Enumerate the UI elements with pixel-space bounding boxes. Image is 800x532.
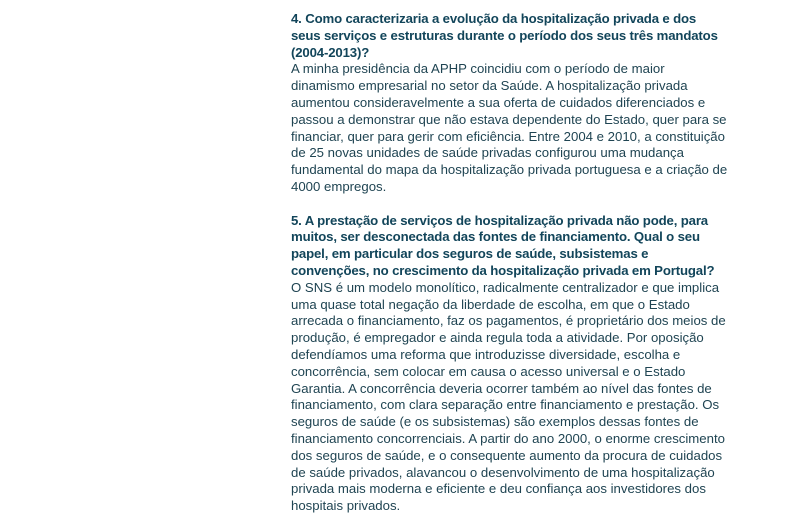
interview-article — [291, 11, 729, 532]
qa-block-4 — [291, 11, 729, 196]
answer-4: A minha presidência da APHP coincidiu com o período de maior dinamismo empresarial no setor da Saúde. A hospitalização privada aumentou consideravelmente a sua oferta de cuidados diferenciados e passou a demonstrar que não estava dependente do Estado, quer para se financiar, quer para gerir com eficiência. Entre 2004 e 2010, a constituição de 25 novas unidades de saúde privadas configurou uma mudança fundamental do mapa da hospitalização privada portuguesa e a criação de 4000 empregos. — [291, 61, 728, 194]
question-5: 5. A prestação de serviços de hospitalização privada não pode, para muitos, ser desconectada das fontes de financiamento. Qual o seu papel, em particular dos seguros de saúde, subsistemas e convenções, no crescimento da hospitalização privada em Portugal? — [291, 212, 715, 278]
qa-block-5 — [291, 213, 729, 515]
answer-5: O SNS é um modelo monolítico, radicalmente centralizador e que implica uma quase total negação da liberdade de escolha, em que o Estado arrecada o financiamento, faz os pagamentos, é proprietário dos meios de produção, é empregador e ainda regula toda a atividade. Por oposição defendíamos uma reforma que introduzisse diversidade, escolha e concorrência, sem colocar em causa o acesso universal e o Estado Garantia. A concorrência deveria ocorrer também ao nível das fontes de financiamento, com clara separação entre financiamento e prestação. Os seguros de saúde (e os subsistemas) são exemplos dessas fontes de financiamento concorrenciais. A partir do ano 2000, o enorme crescimento dos seguros de saúde, e o consequente aumento da procura de cuidados de saúde privados, alavancou o desenvolvimento de uma hospitalização privada mais moderna e eficiente e deu confiança aos investidores dos hospitais privados. — [291, 279, 726, 514]
question-4: 4. Como caracterizaria a evolução da hospitalização privada e dos seus serviços e estruturas durante o período dos seus três mandatos (2004-2013)? — [291, 11, 718, 60]
